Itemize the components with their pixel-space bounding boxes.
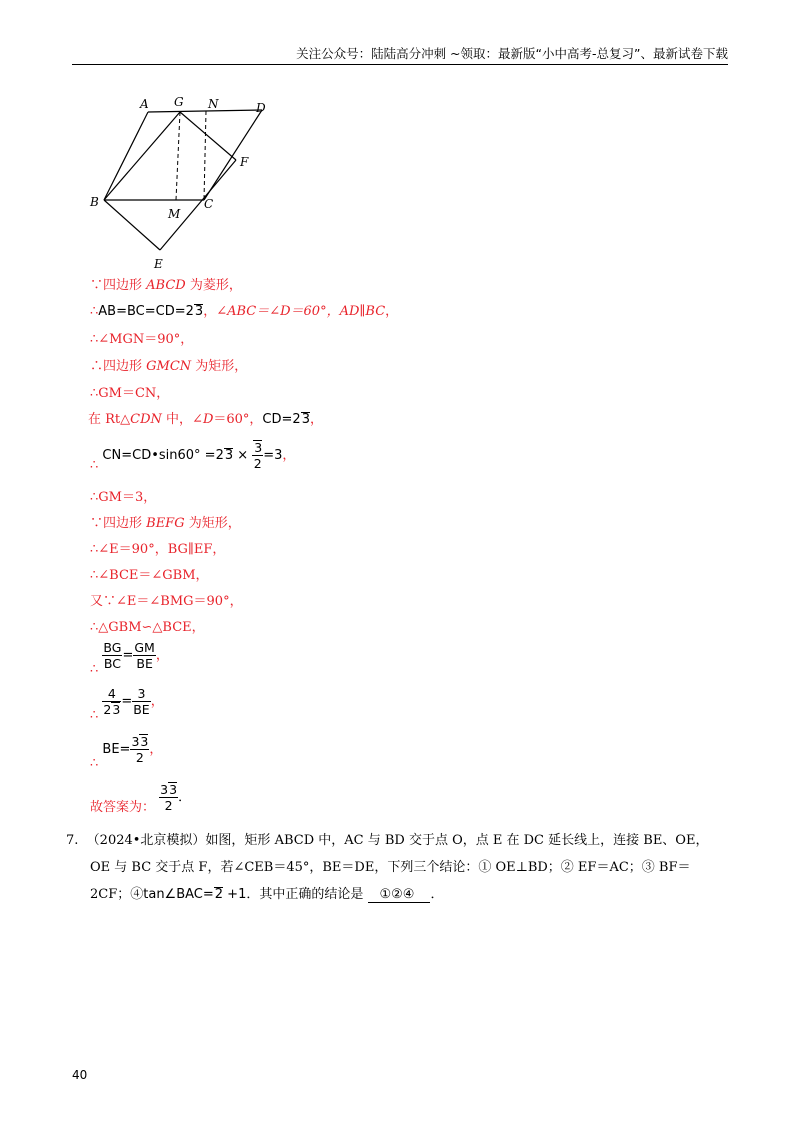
solution-line-11: ∴∠BCE＝∠GBM， — [90, 568, 209, 583]
segment-ad — [148, 110, 262, 112]
solution-line-8: ∴GM＝3， — [90, 490, 157, 505]
question-7-line-3: 2CF；④tan∠BAC=2 +1．其中正确的结论是 ①②④ ． — [90, 887, 444, 902]
solution-line-17: 故答案为： $\frac{33}{2}$ ． — [90, 782, 192, 815]
solution-line-10: ∴∠E＝90°，BG∥EF， — [90, 542, 226, 557]
solution-line-13: ∴△GBM∽△BCE， — [90, 620, 205, 635]
segment-nc — [204, 111, 206, 200]
solution-line-15: ∴ $\frac{4}{23}$ = $\frac{3}{BE}$ ， — [90, 686, 164, 723]
solution-line-16: ∴ BE= $\frac{33}{2}$ ， — [90, 734, 163, 771]
label-a: A — [140, 97, 149, 111]
segment-be — [104, 200, 160, 250]
label-e: E — [154, 257, 163, 271]
solution-line-2: ∴AB=BC=CD=23，∠ABC＝∠D＝60°，AD∥BC， — [90, 304, 399, 319]
label-n: N — [208, 97, 219, 111]
segment-gf — [180, 112, 236, 160]
label-f: F — [240, 155, 249, 169]
question-7-line-2: OE 与 BC 交于点 F，若∠CEB＝45°，BE＝DE，下列三个结论：① OE⊥BD；② EF＝AC；③ BF＝ — [90, 860, 691, 875]
label-c: C — [204, 197, 214, 211]
geometry-figure — [84, 94, 284, 274]
page-number: 40 — [72, 1068, 88, 1082]
label-b: B — [90, 195, 99, 209]
label-d: D — [256, 101, 266, 115]
question-7-line-1: 7. （2024•北京模拟）如图，矩形 ABCD 中，AC 与 BD 交于点 O，点 E 在 DC 延长线上，连接 BE、OE， — [66, 833, 709, 848]
header-text: 关注公众号：陆陆高分冲刺 ~领取：最新版“小中高考-总复习”、最新试卷下载 — [296, 46, 728, 61]
solution-line-9: ∵四边形 BEFG 为矩形， — [90, 516, 241, 531]
answer-blank: ①②④ — [368, 887, 431, 903]
solution-line-6: 在 Rt△CDN 中，∠D＝60°，CD=23， — [88, 412, 323, 427]
segment-dc — [204, 110, 262, 200]
label-m: M — [168, 207, 181, 221]
header-rule — [72, 64, 728, 65]
solution-line-4: ∴四边形 GMCN 为矩形， — [90, 359, 248, 374]
label-g: G — [174, 95, 184, 109]
solution-line-12: 又∵∠E＝∠BMG＝90°， — [90, 594, 243, 609]
solution-line-14: ∴ $\frac{BG}{BC}$ = $\frac{GM}{BE}$ ， — [90, 640, 169, 677]
solution-line-1: ∵四边形 ABCD 为菱形， — [90, 278, 242, 293]
solution-line-5: ∴GM＝CN， — [90, 386, 170, 401]
solution-line-7: ∴ CN=CD•sin60° =23 × $\frac{3}{2}$ =3， — [90, 440, 296, 473]
segment-fe — [160, 160, 236, 250]
segment-gm — [176, 112, 180, 200]
page-header — [0, 44, 800, 62]
solution-line-3: ∴∠MGN＝90°， — [90, 332, 194, 347]
